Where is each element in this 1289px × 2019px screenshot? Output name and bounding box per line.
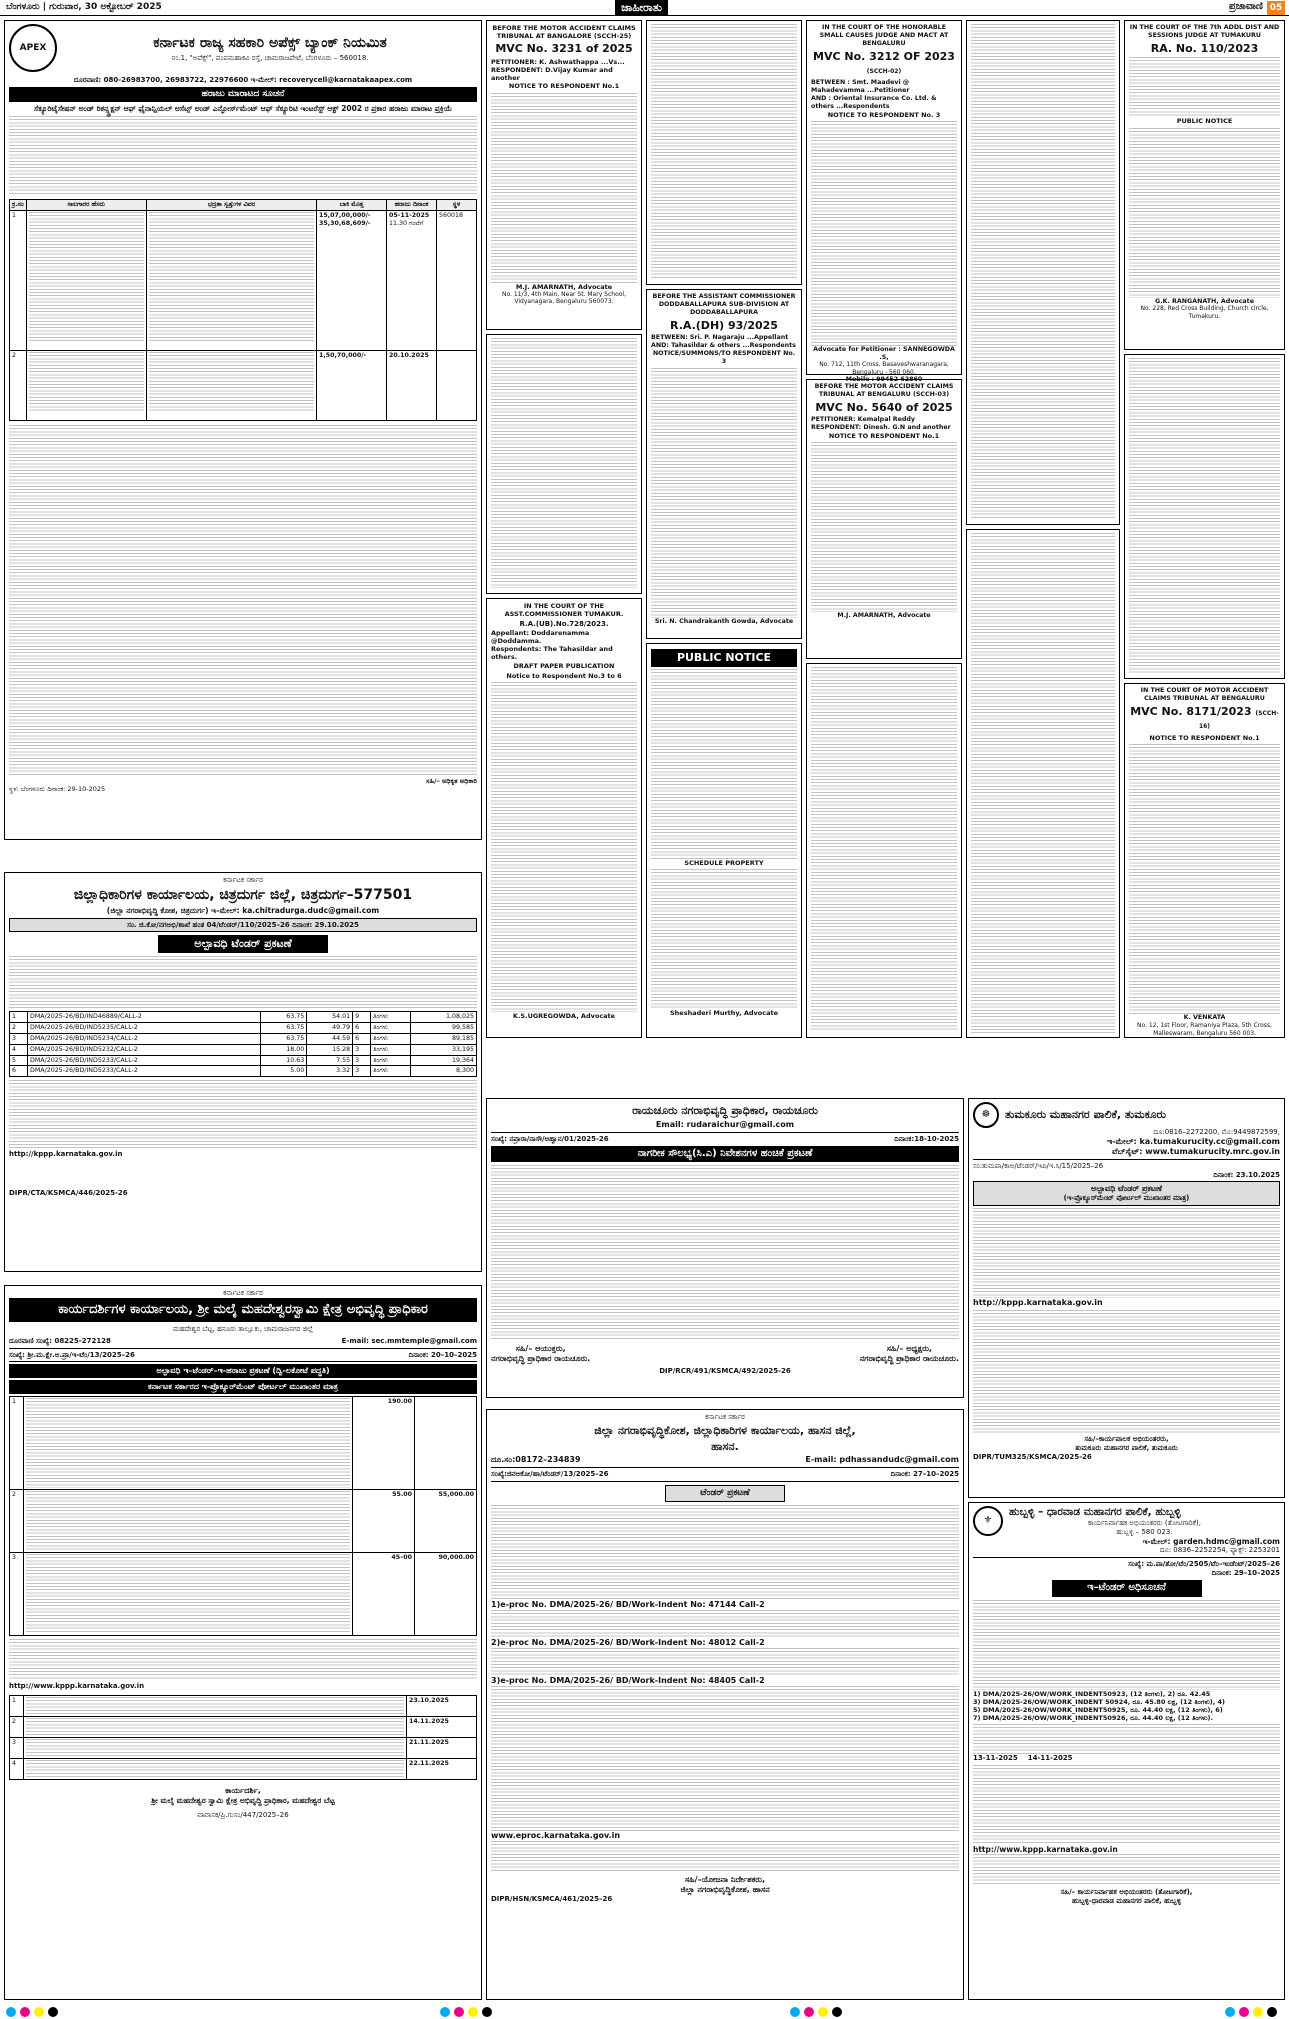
tumakuru-schedule (973, 1310, 1280, 1435)
cell-c: 6 (353, 1022, 371, 1033)
row-amount: 15,07,00,000/- (319, 212, 371, 220)
cell-sn: 1 (10, 1012, 28, 1023)
table-row: 3 45–00 90,000.00 (10, 1553, 477, 1636)
hubballi-url[interactable]: http://www.kppp.karnataka.gov.in (973, 1845, 1118, 1854)
mm-schedule-table (9, 1695, 477, 1780)
hubballi-ref: ಸಂಖ್ಯೆ: ಮ.ಪಾ/ತೋ/ಟೆಂ/2505/ಟೆಂ–ಇಂಡೆಂಟ್/2025–26 (973, 1557, 1280, 1569)
hubballi-item-2: 3) DMA/2025-26/OW/WORK_INDENT 50924, ರೂ. 45.80 ಲಕ್ಷ, (12 ತಿಂಗಳು), 4) (973, 1697, 1225, 1706)
between: BETWEEN: Sri. P. Nagaraju ...Appellant (651, 334, 789, 342)
hassan-date: ದಿನಾಂಕ: 27–10–2025 (890, 1470, 959, 1479)
raichur-ref: ಸಂಖ್ಯೆ: ನಪ್ರಾರಾ/ನಾಸೌ/ಅಹ್ವಾನ/01/2025-26 (491, 1134, 609, 1143)
tumakuru-web: ವೆಬ್‌ಸೈಟ್: www.tumakurucity.mrc.gov.in (1111, 1146, 1280, 1156)
hubballi-sign2: ಹುಬ್ಬಳ್ಳಿ-ಧಾರವಾಡ ಮಹಾನಗರ ಪಾಲಿಕೆ, ಹುಬ್ಬಳ್ಳಿ (1072, 1897, 1181, 1906)
table-row (10, 1738, 477, 1759)
between: BETWEEN : Smt. Maadevi @ Mahadevamma ...Petitioner (811, 79, 910, 94)
table-row (10, 351, 477, 421)
cell-sn: 4 (10, 1759, 24, 1780)
tumakuru-ref: ಸಂ:ತುಮಪಾ/ಕಾಅ/ಟೆಂಡರ್/ಇಪಿ/ಇ.ಸಿ/15/2025–26 (973, 1159, 1280, 1171)
chitradurga-ref: ಸಂ. ಜಿ.ಕೋ/ನಗಅಭಿ/ಶಾಖೆ ಹಂತ 04/ಟೆಂಡರ್/110/2025–26 ದಿನಾಂಕ: 29.10.2025 (9, 918, 477, 933)
cell-b: 54.01 (307, 1012, 353, 1023)
case-number: MVC No. 5640 of 2025 (815, 400, 953, 414)
registration-mark (832, 2007, 842, 2017)
case-number: R.A.(UB).No.728/2023. (519, 620, 609, 629)
hassan-notice: ಟೆಂಡರ್ ಪ್ರಕಟಣೆ (665, 1485, 785, 1502)
court: BEFORE THE ASSISTANT COMMISSIONER DODDABALLAPURA SUB-DIVISION AT DODDABALLAPURA (652, 293, 796, 316)
registration-mark (454, 2007, 464, 2017)
court: IN THE COURT OF THE HONORABLE SMALL CAUSES JUDGE AND MACT AT BENGALURU (819, 24, 949, 47)
mm-email: E-mail: sec.mmtemple@gmail.com (341, 1336, 477, 1345)
hassan-title: ಜಿಲ್ಲಾ ನಗರಾಭಿವೃದ್ಧಿಕೋಶ, ಜಿಲ್ಲಾಧಿಕಾರಿಗಳ ಕಾರ್ಯಾಲಯ, ಹಾಸನ ಜಿಲ್ಲೆ, (594, 1423, 856, 1437)
cell-id: DMA/2025-26/BD/IND5232/CALL-2 (27, 1044, 260, 1055)
mm-works-table (9, 1396, 477, 1636)
mm-sub: ಮಹದೇಶ್ವರ ಬೆಟ್ಟ, ಹನೂರು ತಾಲ್ಲೂಕು, ಚಾಮರಾಜನಗರ ಜಿಲ್ಲೆ (173, 1325, 313, 1333)
notice-sub: Notice to Respondent No.3 to 6 (506, 671, 622, 680)
hassan-ad (486, 1409, 964, 2000)
hubballi-email: ಇ-ಮೇಲ್: garden.hdmc@gmail.com (1142, 1536, 1280, 1546)
apex-place-date: ಸ್ಥಳ: ಬೆಂಗಳೂರು ದಿನಾಂಕ: 29-10-2025 (9, 785, 106, 794)
cell-date: 23.10.2025 (407, 1696, 477, 1717)
cell-sn: 3 (10, 1033, 28, 1044)
cell-id: DMA/2025-26/BD/IND5233/CALL-2 (27, 1055, 260, 1066)
table-row (10, 1717, 477, 1738)
case-number: RA. No. 110/2023 (1150, 41, 1259, 55)
masthead (0, 0, 1289, 16)
case-number: MVC No. 3231 of 2025 (495, 42, 633, 56)
print-registration-marks (0, 2004, 1289, 2019)
hubballi-item-4: 7) DMA/2025-26/OW/WORK_INDENT50926, ರೂ. 44.40 ಲಕ್ಷ, (12 ತಿಂಗಳು). (973, 1714, 1213, 1723)
cell-date: 14.11.2025 (407, 1717, 477, 1738)
notice-heading: NOTICE TO RESPONDENT No. 3 (827, 110, 941, 119)
mm-amount: 45–00 (353, 1553, 415, 1636)
advocate-address: No. 228, Red Cross Building, Church circle, Tumakuru. (1140, 305, 1269, 320)
and: AND: Tahasildar & others ...Respondents (651, 342, 796, 350)
apex-logo-text: APEX (19, 43, 47, 53)
raichur-email: Email: rudaraichur@gmail.com (655, 1119, 795, 1129)
notice-body (491, 682, 637, 1012)
public-notice (646, 643, 802, 1038)
cell-id: DMA/2025-26/BD/IND46889/CALL-2 (27, 1012, 260, 1023)
tumakuru-phone: ದೂ:0816–2272200, ಮೊ:9449872599, (1153, 1128, 1280, 1136)
ra110-notice (1124, 20, 1285, 350)
table-row (10, 1044, 477, 1055)
col-date: ಹರಾಜು ದಿನಾಂಕ (387, 200, 437, 211)
cell-c: 3 (353, 1055, 371, 1066)
hassan-phone: ದೂ.ಸಂ:08172–234839 (491, 1455, 581, 1465)
mm-date: ದಿನಾಂಕ: 20–10–2025 (408, 1350, 477, 1359)
col-due: ಬಾಕಿ ಮೊತ್ತ (317, 200, 387, 211)
petitioner: PETITIONER: Kemalpal Reddy (811, 416, 916, 424)
mm-govt: ಕರ್ನಾಟಕ ಸರ್ಕಾರ (223, 1289, 263, 1297)
hubballi-item-1: 1) DMA/2025-26/OW/WORK_INDENT50923, (12 ತಿಂಗಳು), 2) ರೂ. 42.45 (973, 1689, 1211, 1698)
cell-sn: 6 (10, 1066, 28, 1077)
row-sn: 2 (10, 351, 27, 421)
hubballi-item-3: 5) DMA/2025-26/OW/WORK_INDENT50925, ರೂ. 44.40 ಲಕ್ಷ, (12 ತಿಂಗಳು), 6) (973, 1706, 1223, 1714)
case-number: R.A.(DH) 93/2025 (670, 318, 778, 332)
cell-sn: 4 (10, 1044, 28, 1055)
mm-notice1: ಅಲ್ಪಾವಧಿ ಇ–ಟೆಂಡರ್–ಇ-ಹರಾಜು ಪ್ರಕಟಣೆ (ದ್ವಿ-ಲಕೋಟೆ ಪದ್ಧತಿ) (9, 1364, 477, 1378)
apex-table-header (10, 200, 477, 211)
row-pin: 560018 (437, 211, 477, 351)
respondent: RESPONDENT: Dinesh. G.N and another (811, 424, 951, 432)
cell-sn: 1 (10, 1696, 24, 1717)
table-row (10, 1012, 477, 1023)
cell-date: 21.11.2025 (407, 1738, 477, 1759)
registration-mark (34, 2007, 44, 2017)
chitradurga-url[interactable]: http://kppp.karnataka.gov.in (9, 1150, 123, 1159)
chitradurga-text (9, 956, 477, 1008)
tumakuru-url[interactable]: http://kppp.karnataka.gov.in (973, 1298, 1103, 1307)
advocate-address: No. 712, 11th Cross, Basaveshwaranagara, Bengaluru - 560 060. (819, 361, 949, 376)
ra93-notice (646, 289, 802, 639)
chitradurga-notice: ಅಲ್ಪಾವಧಿ ಟೆಂಡರ್ ಪ್ರಕಟಣೆ (158, 935, 328, 953)
notice-body (1129, 744, 1280, 1014)
mvc8171-notice (1124, 683, 1285, 1038)
table-row (10, 1066, 477, 1077)
paper-name: ಪ್ರಜಾವಾಣಿ (1228, 1, 1263, 12)
court: IN THE COURT OF THE 7th ADDL DIST AND SESSIONS JUDGE AT TUMAKURU (1129, 24, 1280, 39)
petitioner: PETITIONER: K. Ashwathappa ...Vs... (491, 58, 625, 66)
raichur-notice: ನಾಗರೀಕ ಸೌಲಭ್ಯ(ಸಿ.ಎ) ನಿವೇಶನಗಳ ಹಂಚಿಕೆ ಪ್ರಕಟಣೆ (491, 1146, 959, 1163)
hubballi-date2: 14-11-2025 (1027, 1754, 1073, 1763)
cell-b: 44.59 (307, 1033, 353, 1044)
apex-terms-text (9, 425, 477, 775)
apex-address: ನಂ.1, "ಅಪೆಕ್ಸ್", ಪಂಪಮಹಾಕವಿ ರಸ್ತೆ, ಚಾಮರಾಜಪೇಟೆ, ಬೆಂಗಳೂರು – 560018. (171, 54, 369, 63)
registration-mark (818, 2007, 828, 2017)
registration-mark (1267, 2007, 1277, 2017)
cell-d: ತಿಂಗಳು (371, 1066, 411, 1077)
raichur-footer: DIP/RCR/491/KSMCA/492/2025-26 (659, 1367, 791, 1375)
cell-e: 19,364 (411, 1055, 477, 1066)
registration-mark (1239, 2007, 1249, 2017)
mm-terms (9, 1639, 477, 1679)
cell-a: 63.75 (261, 1012, 307, 1023)
advocate-mobile: Mobile : 99452 62860 (845, 376, 923, 384)
hubballi-notice: ಇ–ಟೆಂಡರ್ ಅಧಿಸೂಚನೆ (1052, 1580, 1202, 1597)
mm-ref: ಸಂಖ್ಯೆ: ಶ್ರೀ.ಮ.ಕ್ಷೇ.ಅ.ಪ್ರಾ/ಇ-ಟೆಂ/13/2025–26 (9, 1350, 135, 1359)
registration-mark (20, 2007, 30, 2017)
kannada-notice-4 (966, 20, 1120, 525)
notice-heading: NOTICE TO RESPONDENT No.1 (1149, 734, 1260, 743)
apex-intro-text (9, 116, 477, 196)
registration-mark (790, 2007, 800, 2017)
cell-a: 63.75 (261, 1033, 307, 1044)
cell-b: 3.32 (307, 1066, 353, 1077)
tumakuru-sign2: ತುಮಕೂರು ಮಹಾನಗರ ಪಾಲಿಕೆ, ತುಮಕೂರು (1075, 1443, 1178, 1452)
cell-a: 5.00 (261, 1066, 307, 1077)
apex-logo (9, 24, 57, 72)
tumakuru-notice: ಅಲ್ಪಾವಧಿ ಟೆಂಡರ್ ಪ್ರಕಟಣೆ (ಇ-ಪ್ರೊಕ್ಯೂರ್‌ಮೆಂಟ್ ಪೋರ್ಟಲ್ ಮುಖಾಂತರ ಮಾತ್ರ) (973, 1181, 1280, 1206)
apex-subtitle: ಸೆಕ್ಯೂರಿಟೈಸೇಷನ್ ಅಂಡ್ ರಿಕನ್ಸ್ಟ್ರಕ್ಷನ್ ಆಫ್ ಫೈನಾನ್ಷಿಯಲ್ ಅಸೆಟ್ಸ್ ಅಂಡ್ ಎನ್ಫೋರ್ಸ್‌ಮೆಂಟ್ ಆಫ್ ಸೆಕ್ಯೂರಿಟಿ ಇಂಟರೆಸ್ಟ್ ಆಕ್ಟ್ 2002 ರ ಪ್ರಕಾರ ಹರಾಜು ಮಾರಾಟ ಪ್ರಕ್ರಿಯೆ (33, 104, 453, 113)
case-number: MVC No. 8171/2023 (SCCH-16) (1130, 704, 1279, 731)
table-row: 1 190.00 (10, 1397, 477, 1490)
chitradurga-title: ಜಿಲ್ಲಾಧಿಕಾರಿಗಳ ಕಾರ್ಯಾಲಯ, ಚಿತ್ರದುರ್ಗ ಜಿಲ್ಲೆ, ಚಿತ್ರದುರ್ಗ–577501 (73, 886, 413, 903)
mm-amount: 190.00 (353, 1397, 415, 1490)
chitradurga-govt: ಕರ್ನಾಟಕ ಸರ್ಕಾರ (223, 876, 263, 884)
chitradurga-footer: DIPR/CTA/KSMCA/446/2025-26 (9, 1189, 128, 1198)
notice-body (651, 669, 797, 859)
appellant: Appellant: Doddarenamma @Doddamma. (491, 629, 590, 646)
cell-b: 49.79 (307, 1022, 353, 1033)
registration-mark (1253, 2007, 1263, 2017)
tumakuru-email: ಇ-ಮೇಲ್: ka.tumakurucity.cc@gmail.com (1106, 1136, 1280, 1146)
hassan-ref: ಸಂಖ್ಯೆ:ಜಿನಅಕೋ/ಹಾ/ಟೆಂಡರ್/13/2025–26 (491, 1470, 609, 1479)
court: IN THE COURT OF THE ASST.COMMISSIONER TUMAKUR. (504, 602, 624, 619)
cell-e: 33,195 (411, 1044, 477, 1055)
cell-sn: 2 (10, 1022, 28, 1033)
col-place: ಸ್ಥಳ (437, 200, 477, 211)
notice-body (811, 442, 957, 612)
raichur-sign2b: ನಗರಾಭಿವೃದ್ಧಿ ಪ್ರಾಧಿಕಾರ ರಾಯಚೂರು. (859, 1354, 959, 1363)
court: BEFORE THE MOTOR ACCIDENT CLAIMS TRIBUNAL AT BANGALORE (SCCH-25) (492, 24, 636, 41)
notice-heading: NOTICE/SUMMONS/TO RESPONDENT No. 3 (652, 350, 796, 365)
cell-sn: 2 (10, 1717, 24, 1738)
and: AND : Oriental Insurance Co. Ltd. & others ...Respondents (811, 94, 937, 110)
tumakuru-date: ದಿನಾಂಕ: 23.10.2025 (1213, 1170, 1280, 1179)
respondents: Respondents: The Tahasildar and others. (491, 645, 613, 662)
row-sn: 1 (10, 211, 27, 351)
hassan-line1: 1)e-proc No. DMA/2025-26/ BD/Work-Indent No: 47144 Call-2 (491, 1600, 765, 1610)
col-property: ಭದ್ರತಾ ಸ್ವತ್ತುಗಳ ವಿವರ (146, 200, 316, 211)
kannada-notice-1 (486, 334, 642, 594)
hassan-sign: ಸಹಿ/–ಯೋಜನಾ ನಿರ್ದೇಶಕರು, (684, 1875, 766, 1885)
hubballi-ad (968, 1502, 1285, 2000)
tumakuru-body (973, 1208, 1280, 1298)
cell-d: ತಿಂಗಳು (371, 1033, 411, 1044)
raichur-sign1b: ನಗರಾಭಿವೃದ್ಧಿ ಪ್ರಾಧಿಕಾರ ರಾಯಚೂರು. (491, 1354, 591, 1363)
registration-mark (48, 2007, 58, 2017)
cell-date: 22.11.2025 (407, 1759, 477, 1780)
cell-id: DMA/2025-26/BD/IND5234/CALL-2 (27, 1033, 260, 1044)
mvc3231-notice (486, 20, 642, 330)
hubballi-date1: 13-11-2025 (973, 1754, 1018, 1763)
advocate: M.J. AMARNATH, Advocate (515, 282, 613, 291)
hassan-line3: 3)e-proc No. DMA/2025-26/ BD/Work-Indent No: 48405 Call-2 (491, 1676, 765, 1686)
mm-notice2: ಕರ್ನಾಟಕ ಸರ್ಕಾರದ ಇ-ಪ್ರೊಕ್ಯೂರ್‌ಮೆಂಟ್ ಪೋರ್ಟಲ್ ಮುಖಾಂತರ ಮಾತ್ರ (9, 1380, 477, 1394)
table-row (10, 1033, 477, 1044)
case-number: MVC No. 3212 OF 2023 (SCCH-02) (813, 49, 955, 76)
notice-body (1129, 128, 1280, 298)
dateline: ಬೆಂಗಳೂರು | ಗುರುವಾರ, 30 ಅಕ್ಟೋಬರ್ 2025 (6, 2, 162, 12)
cell-e: 1,08,025 (411, 1012, 477, 1023)
cell-sn: 5 (10, 1055, 28, 1066)
row-date: 20.10.2025 (389, 352, 429, 360)
respondent: RESPONDENT: D.Vijay Kumar and another (491, 66, 613, 83)
mm-title: ಕಾರ್ಯದರ್ಶಿಗಳ ಕಾರ್ಯಾಲಯ, ಶ್ರೀ ಮಲೈ ಮಹದೇಶ್ವರಸ್ವಾಮಿ ಕ್ಷೇತ್ರ ಅಭಿವೃದ್ಧಿ ಪ್ರಾಧಿಕಾರ (58, 1301, 428, 1317)
col-borrower: ಸಾಲಗಾರರ ಹೆಸರು (26, 200, 146, 211)
mm-title-banner (9, 1298, 477, 1322)
tumakuru-ad (968, 1098, 1285, 1498)
advocate-address: No. 12, 1st Floor, Ramaniya Plaza, 5th Cross, Malleswaram, Bengaluru 560 003. (1137, 1022, 1272, 1037)
section-label: ಜಾಹೀರಾತು (615, 0, 668, 16)
registration-mark (804, 2007, 814, 2017)
advocate: G.K. RANGANATH, Advocate (1155, 297, 1254, 305)
hassan-city: ಹಾಸನ. (711, 1439, 739, 1453)
apex-table (9, 199, 477, 421)
apex-contact: ದೂರವಾಣಿ: 080-26983700, 26983722, 22976600 ಇ-ಮೇಲ್: recoverycell@karnatakaapex.com (73, 76, 413, 84)
cell-c: 3 (353, 1044, 371, 1055)
hassan-email: E-mail: pdhassandudc@gmail.com (805, 1455, 959, 1465)
hubballi-title: ಹುಬ್ಬಳ್ಳಿ – ಧಾರವಾಡ ಮಹಾನಗರ ಪಾಲಿಕೆ, ಹುಬ್ಬಳ್ಳಿ (1009, 1506, 1181, 1518)
hubballi-emblem-icon: ⚜ (973, 1506, 1003, 1536)
schedule-body (651, 869, 797, 1009)
notice-heading: NOTICE TO RESPONDENT No.1 (508, 82, 620, 91)
notice-body (491, 93, 637, 283)
raichur-body (491, 1165, 959, 1340)
advocate: K.S.UGREGOWDA, Advocate (512, 1011, 616, 1020)
ra728-notice (486, 598, 642, 1038)
hubballi-phone: ದೂ: 0836–2252254, ಫ್ಯಾಕ್ಸ್: 2253201 (1159, 1546, 1280, 1554)
apex-bank-ad (4, 20, 482, 840)
chitradurga-terms (9, 1080, 477, 1150)
table-row (10, 211, 477, 351)
row-amount: 1,50,70,000/- (319, 352, 367, 360)
registration-mark (468, 2007, 478, 2017)
hassan-govt: ಕರ್ನಾಟಕ ಸರ್ಕಾರ (705, 1413, 745, 1421)
advocate: Advocate for Petitioner : SANNEGOWDA .S, (813, 345, 955, 361)
cell-c: 9 (353, 1012, 371, 1023)
cell-e: 89,185 (411, 1033, 477, 1044)
table-row (10, 1696, 477, 1717)
registration-mark (6, 2007, 16, 2017)
apex-notice-bar: ಹರಾಜು ಮಾರಾಟದ ಸೂಚನೆ (9, 87, 477, 102)
tumakuru-title: ತುಮಕೂರು ಮಹಾನಗರ ಪಾಲಿಕೆ, ತುಮಕೂರು (1005, 1108, 1166, 1122)
notice-heading: DRAFT PAPER PUBLICATION (513, 661, 615, 670)
hubballi-sub2: ಹುಬ್ಬಳ್ಳಿ – 580 023. (1116, 1527, 1173, 1536)
hubballi-sign: ಸಹಿ/– ಕಾರ್ಯನಿರ್ವಾಹಕ ಅಭಿಯಂತರರು (ತೋಟಗಾರಿಕೆ), (1060, 1888, 1193, 1897)
raichur-title: ರಾಯಚೂರು ನಗರಾಭಿವೃದ್ಧಿ ಪ್ರಾಧಿಕಾರ, ರಾಯಚೂರು (632, 1104, 818, 1117)
table-row (10, 1759, 477, 1780)
kannada-notice-2 (646, 20, 802, 285)
cell-d: ತಿಂಗಳು (371, 1044, 411, 1055)
notice-body (811, 121, 957, 346)
col-sn: ಕ್ರ.ಸಂ (10, 200, 27, 211)
cell-a: 10.63 (261, 1055, 307, 1066)
tumakuru-footer: DIPR/TUM325/KSMCA/2025-26 (973, 1452, 1092, 1461)
mm-sign2: ಶ್ರೀ ಮಲೈ ಮಹದೇಶ್ವರ ಸ್ವಾಮಿ ಕ್ಷೇತ್ರ ಅಭಿವೃದ್ಧಿ ಪ್ರಾಧಿಕಾರ, ಮಹದೇಶ್ವರ ಬೆಟ್ಟ (151, 1796, 335, 1805)
cell-sn: 3 (10, 1738, 24, 1759)
mm-phone: ದೂರವಾಣಿ ಸಂಖ್ಯೆ: 08225-272128 (9, 1336, 111, 1345)
cell-c: 6 (353, 1033, 371, 1044)
kannada-notice-3 (806, 663, 962, 1038)
raichur-ad (486, 1098, 964, 1398)
mm-footer: ವಾವಾಸಕ/ಪ್ರಿ.ಗುಸಂ/447/2025–26 (197, 1811, 289, 1820)
schedule-heading: SCHEDULE PROPERTY (684, 858, 764, 867)
cell-b: 15.28 (307, 1044, 353, 1055)
cell-e: 8,300 (411, 1066, 477, 1077)
kannada-notice-6 (1124, 354, 1285, 679)
apex-signature: ಸಹಿ/– ಅಧಿಕೃತ ಅಧಿಕಾರಿ (426, 777, 477, 786)
row-date: 05-11-2025 (389, 212, 430, 220)
page-number: 05 (1267, 1, 1285, 15)
cell-c: 3 (353, 1066, 371, 1077)
chitradurga-tender-ad (4, 872, 482, 1272)
mvc3212-notice (806, 20, 962, 384)
notice-body (651, 368, 797, 618)
cell-d: ತಿಂಗಳು (371, 1012, 411, 1023)
registration-mark (482, 2007, 492, 2017)
hassan-line2: 2)e-proc No. DMA/2025-26/ BD/Work-Indent No: 48012 Call-2 (491, 1638, 765, 1648)
chitradurga-sub: (ಜಿಲ್ಲಾ ನಗರಾಭಿವೃದ್ಧಿ ಕೋಶ, ಚಿತ್ರದುರ್ಗ) ಇ–ಮೇಲ್: ka.chitradurga.dudc@gmail.com (106, 906, 380, 916)
tumakuru-sign: ಸಹಿ/–ಕಾರ್ಯಪಾಲಕ ಅಭಿಯಂತರರು, (1084, 1435, 1169, 1443)
hassan-footer: DIPR/HSN/KSMCA/461/2025–26 (491, 1895, 613, 1904)
cell-e: 99,585 (411, 1022, 477, 1033)
notice-heading: PUBLIC NOTICE (1176, 117, 1233, 126)
cell-d: ತಿಂಗಳು (371, 1055, 411, 1066)
mm-amount: 55.00 (353, 1490, 415, 1553)
kannada-notice-5 (966, 529, 1120, 1038)
row-time: 11.30 ಗಂಟೆಗೆ (389, 220, 424, 228)
advocate-address: No. 11/3, 4th Main, Near St. Mary School, Vidyanagara, Bengaluru 560073. (502, 290, 626, 306)
registration-mark (440, 2007, 450, 2017)
malemahadeshwara-ad (4, 1285, 482, 2000)
advocate: K. VENKATA (1183, 1014, 1226, 1022)
cell-id: DMA/2025-26/BD/IND5233/CALL-2 (27, 1066, 260, 1077)
raichur-sign2: ಸಹಿ/– ಅಧ್ಯಕ್ಷರು, (886, 1344, 932, 1353)
court: BEFORE THE MOTOR ACCIDENT CLAIMS TRIBUNAL AT BENGALURU (SCCH-03) (814, 383, 954, 398)
tumakuru-emblem-icon: ☸ (973, 1102, 999, 1128)
cell-a: 63.75 (261, 1022, 307, 1033)
cell-a: 18.00 (261, 1044, 307, 1055)
cell-b: 7.55 (307, 1055, 353, 1066)
court: IN THE COURT OF MOTOR ACCIDENT CLAIMS TRIBUNAL AT BENGALURU (1140, 687, 1269, 702)
advocate: M.J. AMARNATH, Advocate (837, 612, 931, 620)
table-row: 2 55.00 55,000.00 (10, 1490, 477, 1553)
advocate: Sheshaderi Murthy, Advocate (670, 1008, 778, 1017)
raichur-date: ದಿನಾಂಕ:18-10-2025 (894, 1134, 959, 1143)
registration-mark (1225, 2007, 1235, 2017)
advocate: Sri. N. Chandrakanth Gowda, Advocate (654, 617, 794, 625)
row-due: 35,30,68,609/- (319, 220, 371, 228)
hubballi-date: ದಿನಾಂಕ: 29–10–2025 (1211, 1568, 1280, 1577)
mm-sign: ಕಾರ್ಯದರ್ಶಿ, (225, 1786, 261, 1795)
notice-heading: NOTICE TO RESPONDENT No.1 (828, 432, 940, 441)
apex-title: ಕರ್ನಾಟಕ ರಾಜ್ಯ ಸಹಕಾರಿ ಅಪೆಕ್ಸ್ ಬ್ಯಾಂಕ್ ನಿಯಮಿತ (153, 34, 387, 51)
mvc5640-notice (806, 379, 962, 659)
raichur-sign1: ಸಹಿ/– ಆಯುಕ್ತರು, (515, 1344, 566, 1353)
hassan-sign2: ಜಿಲ್ಲಾ ನಗರಾಭಿವೃದ್ಧಿಕೋಶ, ಹಾಸನ (680, 1885, 770, 1895)
chitradurga-table (9, 1011, 477, 1077)
hassan-url[interactable]: www.eproc.karnataka.gov.in (491, 1831, 621, 1841)
cell-id: DMA/2025-26/BD/IND5235/CALL-2 (27, 1022, 260, 1033)
mm-url[interactable]: http://www.kppp.karnataka.gov.in (9, 1682, 145, 1691)
table-row (10, 1055, 477, 1066)
table-row (10, 1022, 477, 1033)
hubballi-sub1: ಕಾರ್ಯನಿರ್ವಾಹಕ ಅಭಿಯಂತರರು (ತೋಟಗಾರಿಕೆ), (1087, 1519, 1202, 1528)
cell-d: ತಿಂಗಳು (371, 1022, 411, 1033)
public-notice-title: PUBLIC NOTICE (651, 649, 797, 667)
